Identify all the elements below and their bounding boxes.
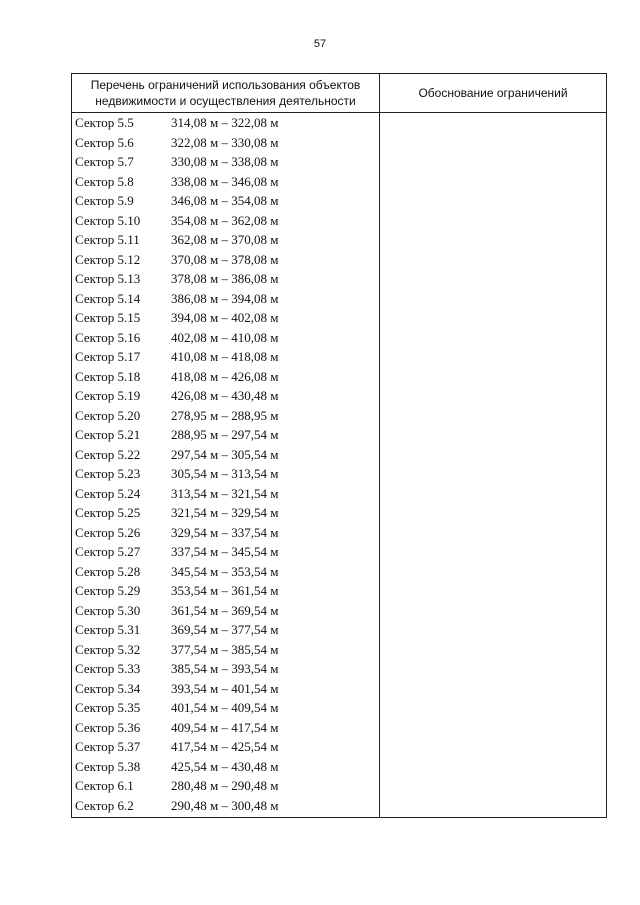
sector-range: 345,54 м – 353,54 м bbox=[171, 563, 279, 579]
restriction-cell bbox=[72, 152, 380, 172]
sector-range: 290,48 м – 300,48 м bbox=[171, 798, 279, 814]
sector-name: Сектор 5.26 bbox=[75, 524, 141, 540]
sector-range: 353,54 м – 361,54 м bbox=[171, 583, 279, 598]
basis-cell bbox=[380, 776, 607, 796]
sector-range: 378,08 м – 386,08 м bbox=[171, 271, 279, 286]
sector-range: 370,08 м – 378,08 м bbox=[171, 251, 279, 267]
sector-name: Сектор 5.38 bbox=[75, 758, 141, 774]
sector-name: Сектор 5.34 bbox=[75, 680, 141, 696]
basis-cell bbox=[380, 620, 607, 640]
basis-cell bbox=[380, 503, 607, 523]
sector-range: 278,95 м – 288,95 м bbox=[171, 407, 279, 423]
sector-name: Сектор 5.19 bbox=[75, 388, 141, 403]
basis-cell bbox=[380, 484, 607, 504]
table-row bbox=[72, 133, 607, 153]
sector-range: 385,54 м – 393,54 м bbox=[171, 661, 279, 676]
basis-cell bbox=[380, 581, 607, 601]
sector-name: Сектор 5.8 bbox=[75, 173, 134, 189]
sector-name: Сектор 5.14 bbox=[75, 290, 141, 306]
restriction-cell bbox=[72, 601, 380, 621]
sector-name: Сектор 5.6 bbox=[75, 134, 134, 150]
table-row bbox=[72, 230, 607, 250]
basis-cell bbox=[380, 425, 607, 445]
restriction-cell bbox=[72, 737, 380, 757]
basis-cell bbox=[380, 406, 607, 426]
restriction-cell bbox=[72, 406, 380, 426]
table-row bbox=[72, 406, 607, 426]
basis-cell bbox=[380, 523, 607, 543]
restriction-cell bbox=[72, 523, 380, 543]
restriction-cell bbox=[72, 172, 380, 192]
basis-cell bbox=[380, 562, 607, 582]
table-row bbox=[72, 581, 607, 601]
sector-name: Сектор 5.24 bbox=[75, 485, 141, 501]
restriction-cell bbox=[72, 776, 380, 796]
table-row bbox=[72, 250, 607, 270]
table-row bbox=[72, 523, 607, 543]
sector-name: Сектор 5.33 bbox=[75, 661, 141, 676]
sector-range: 280,48 м – 290,48 м bbox=[171, 778, 279, 793]
basis-cell bbox=[380, 640, 607, 660]
sector-name: Сектор 5.9 bbox=[75, 193, 134, 208]
sector-name: Сектор 5.15 bbox=[75, 310, 141, 325]
sector-range: 418,08 м – 426,08 м bbox=[171, 368, 279, 384]
sector-name: Сектор 5.20 bbox=[75, 407, 141, 423]
sector-range: 288,95 м – 297,54 м bbox=[171, 427, 279, 442]
restriction-cell bbox=[72, 308, 380, 328]
sector-name: Сектор 5.31 bbox=[75, 622, 141, 637]
restriction-cell bbox=[72, 640, 380, 660]
basis-cell bbox=[380, 464, 607, 484]
table-row bbox=[72, 718, 607, 738]
sector-range: 369,54 м – 377,54 м bbox=[171, 622, 279, 637]
basis-cell bbox=[380, 718, 607, 738]
restriction-cell bbox=[72, 425, 380, 445]
basis-cell bbox=[380, 172, 607, 192]
sector-name: Сектор 5.12 bbox=[75, 251, 141, 267]
table-row bbox=[72, 191, 607, 211]
restriction-cell bbox=[72, 757, 380, 777]
sector-name: Сектор 5.23 bbox=[75, 466, 141, 481]
sector-range: 394,08 м – 402,08 м bbox=[171, 310, 279, 325]
table-row bbox=[72, 386, 607, 406]
restriction-cell bbox=[72, 133, 380, 153]
restriction-cell bbox=[72, 620, 380, 640]
restriction-cell bbox=[72, 698, 380, 718]
restriction-cell bbox=[72, 659, 380, 679]
table-row bbox=[72, 425, 607, 445]
table-row bbox=[72, 308, 607, 328]
restriction-cell bbox=[72, 718, 380, 738]
sector-name: Сектор 5.11 bbox=[75, 232, 140, 247]
basis-cell bbox=[380, 659, 607, 679]
restriction-cell bbox=[72, 796, 380, 818]
table-row bbox=[72, 542, 607, 562]
restriction-cell bbox=[72, 386, 380, 406]
table-header-row bbox=[72, 74, 607, 113]
table-row bbox=[72, 562, 607, 582]
basis-cell bbox=[380, 211, 607, 231]
restriction-cell bbox=[72, 347, 380, 367]
basis-cell bbox=[380, 367, 607, 387]
restriction-cell bbox=[72, 464, 380, 484]
sector-range: 417,54 м – 425,54 м bbox=[171, 739, 279, 754]
restriction-cell bbox=[72, 269, 380, 289]
sector-range: 330,08 м – 338,08 м bbox=[171, 154, 279, 169]
sector-range: 361,54 м – 369,54 м bbox=[171, 602, 279, 618]
sector-range: 305,54 м – 313,54 м bbox=[171, 466, 279, 481]
sector-name: Сектор 5.28 bbox=[75, 563, 141, 579]
sector-range: 321,54 м – 329,54 м bbox=[171, 505, 279, 520]
sector-range: 297,54 м – 305,54 м bbox=[171, 446, 279, 462]
table-row bbox=[72, 211, 607, 231]
basis-cell bbox=[380, 679, 607, 699]
basis-cell bbox=[380, 191, 607, 211]
table-row bbox=[72, 679, 607, 699]
basis-cell bbox=[380, 328, 607, 348]
basis-cell bbox=[380, 152, 607, 172]
basis-cell bbox=[380, 308, 607, 328]
restriction-cell bbox=[72, 445, 380, 465]
restriction-cell bbox=[72, 230, 380, 250]
table-row bbox=[72, 152, 607, 172]
sector-name: Сектор 5.7 bbox=[75, 154, 134, 169]
sector-name: Сектор 5.16 bbox=[75, 329, 141, 345]
table-row bbox=[72, 776, 607, 796]
table-body bbox=[72, 113, 607, 818]
table-row bbox=[72, 347, 607, 367]
restriction-cell bbox=[72, 250, 380, 270]
sector-range: 401,54 м – 409,54 м bbox=[171, 700, 279, 715]
table-row bbox=[72, 113, 607, 133]
sector-name: Сектор 6.1 bbox=[75, 778, 134, 793]
restrictions-table bbox=[71, 73, 607, 818]
basis-cell bbox=[380, 601, 607, 621]
table-row bbox=[72, 503, 607, 523]
table-row bbox=[72, 289, 607, 309]
basis-cell bbox=[380, 542, 607, 562]
sector-range: 337,54 м – 345,54 м bbox=[171, 544, 279, 559]
table-row bbox=[72, 640, 607, 660]
sector-name: Сектор 5.29 bbox=[75, 583, 141, 598]
table-row bbox=[72, 796, 607, 818]
table-row bbox=[72, 464, 607, 484]
sector-range: 386,08 м – 394,08 м bbox=[171, 290, 279, 306]
table-row bbox=[72, 367, 607, 387]
restriction-cell bbox=[72, 113, 380, 133]
sector-name: Сектор 5.36 bbox=[75, 719, 141, 735]
sector-name: Сектор 5.21 bbox=[75, 427, 141, 442]
table-row bbox=[72, 659, 607, 679]
table-row bbox=[72, 484, 607, 504]
table-row bbox=[72, 620, 607, 640]
basis-cell bbox=[380, 757, 607, 777]
sector-range: 338,08 м – 346,08 м bbox=[171, 173, 279, 189]
sector-range: 329,54 м – 337,54 м bbox=[171, 524, 279, 540]
table-row bbox=[72, 757, 607, 777]
restriction-cell bbox=[72, 289, 380, 309]
basis-cell bbox=[380, 230, 607, 250]
sector-range: 322,08 м – 330,08 м bbox=[171, 134, 279, 150]
sector-name: Сектор 5.25 bbox=[75, 505, 141, 520]
sector-name: Сектор 5.18 bbox=[75, 368, 141, 384]
basis-cell bbox=[380, 250, 607, 270]
table-row bbox=[72, 269, 607, 289]
restriction-cell bbox=[72, 328, 380, 348]
sector-name: Сектор 5.35 bbox=[75, 700, 141, 715]
basis-cell bbox=[380, 737, 607, 757]
basis-cell bbox=[380, 289, 607, 309]
sector-range: 354,08 м – 362,08 м bbox=[171, 212, 279, 228]
basis-cell bbox=[380, 445, 607, 465]
sector-name: Сектор 5.30 bbox=[75, 602, 141, 618]
table-row bbox=[72, 328, 607, 348]
table-row bbox=[72, 172, 607, 192]
sector-name: Сектор 5.32 bbox=[75, 641, 141, 657]
sector-name: Сектор 5.37 bbox=[75, 739, 141, 754]
sector-range: 402,08 м – 410,08 м bbox=[171, 329, 279, 345]
restriction-cell bbox=[72, 581, 380, 601]
restriction-cell bbox=[72, 211, 380, 231]
sector-range: 313,54 м – 321,54 м bbox=[171, 485, 279, 501]
restriction-cell bbox=[72, 542, 380, 562]
basis-cell bbox=[380, 796, 607, 818]
header-restrictions-list: Перечень ограничений использования объектов недвижимости и осуществления деятельности bbox=[72, 74, 380, 113]
sector-name: Сектор 5.5 bbox=[75, 115, 134, 130]
basis-cell bbox=[380, 386, 607, 406]
sector-name: Сектор 5.27 bbox=[75, 544, 141, 559]
basis-cell bbox=[380, 698, 607, 718]
sector-name: Сектор 6.2 bbox=[75, 798, 134, 814]
basis-cell bbox=[380, 133, 607, 153]
restriction-cell bbox=[72, 191, 380, 211]
table-row bbox=[72, 698, 607, 718]
restriction-cell bbox=[72, 503, 380, 523]
sector-range: 409,54 м – 417,54 м bbox=[171, 719, 279, 735]
sector-range: 377,54 м – 385,54 м bbox=[171, 641, 279, 657]
basis-cell bbox=[380, 347, 607, 367]
sector-range: 393,54 м – 401,54 м bbox=[171, 680, 279, 696]
sector-range: 410,08 м – 418,08 м bbox=[171, 349, 279, 364]
restriction-cell bbox=[72, 367, 380, 387]
sector-range: 426,08 м – 430,48 м bbox=[171, 388, 279, 403]
sector-range: 425,54 м – 430,48 м bbox=[171, 758, 279, 774]
basis-cell bbox=[380, 113, 607, 133]
page-number: 57 bbox=[313, 38, 327, 50]
table-row bbox=[72, 601, 607, 621]
sector-range: 362,08 м – 370,08 м bbox=[171, 232, 279, 247]
sector-name: Сектор 5.17 bbox=[75, 349, 141, 364]
restriction-cell bbox=[72, 562, 380, 582]
basis-cell bbox=[380, 269, 607, 289]
sector-name: Сектор 5.10 bbox=[75, 212, 141, 228]
restriction-cell bbox=[72, 484, 380, 504]
sector-range: 314,08 м – 322,08 м bbox=[171, 115, 279, 130]
sector-name: Сектор 5.13 bbox=[75, 271, 141, 286]
table-row bbox=[72, 445, 607, 465]
sector-name: Сектор 5.22 bbox=[75, 446, 141, 462]
header-restrictions-basis: Обоснование ограничений bbox=[380, 74, 607, 113]
table-row bbox=[72, 737, 607, 757]
sector-range: 346,08 м – 354,08 м bbox=[171, 193, 279, 208]
restriction-cell bbox=[72, 679, 380, 699]
